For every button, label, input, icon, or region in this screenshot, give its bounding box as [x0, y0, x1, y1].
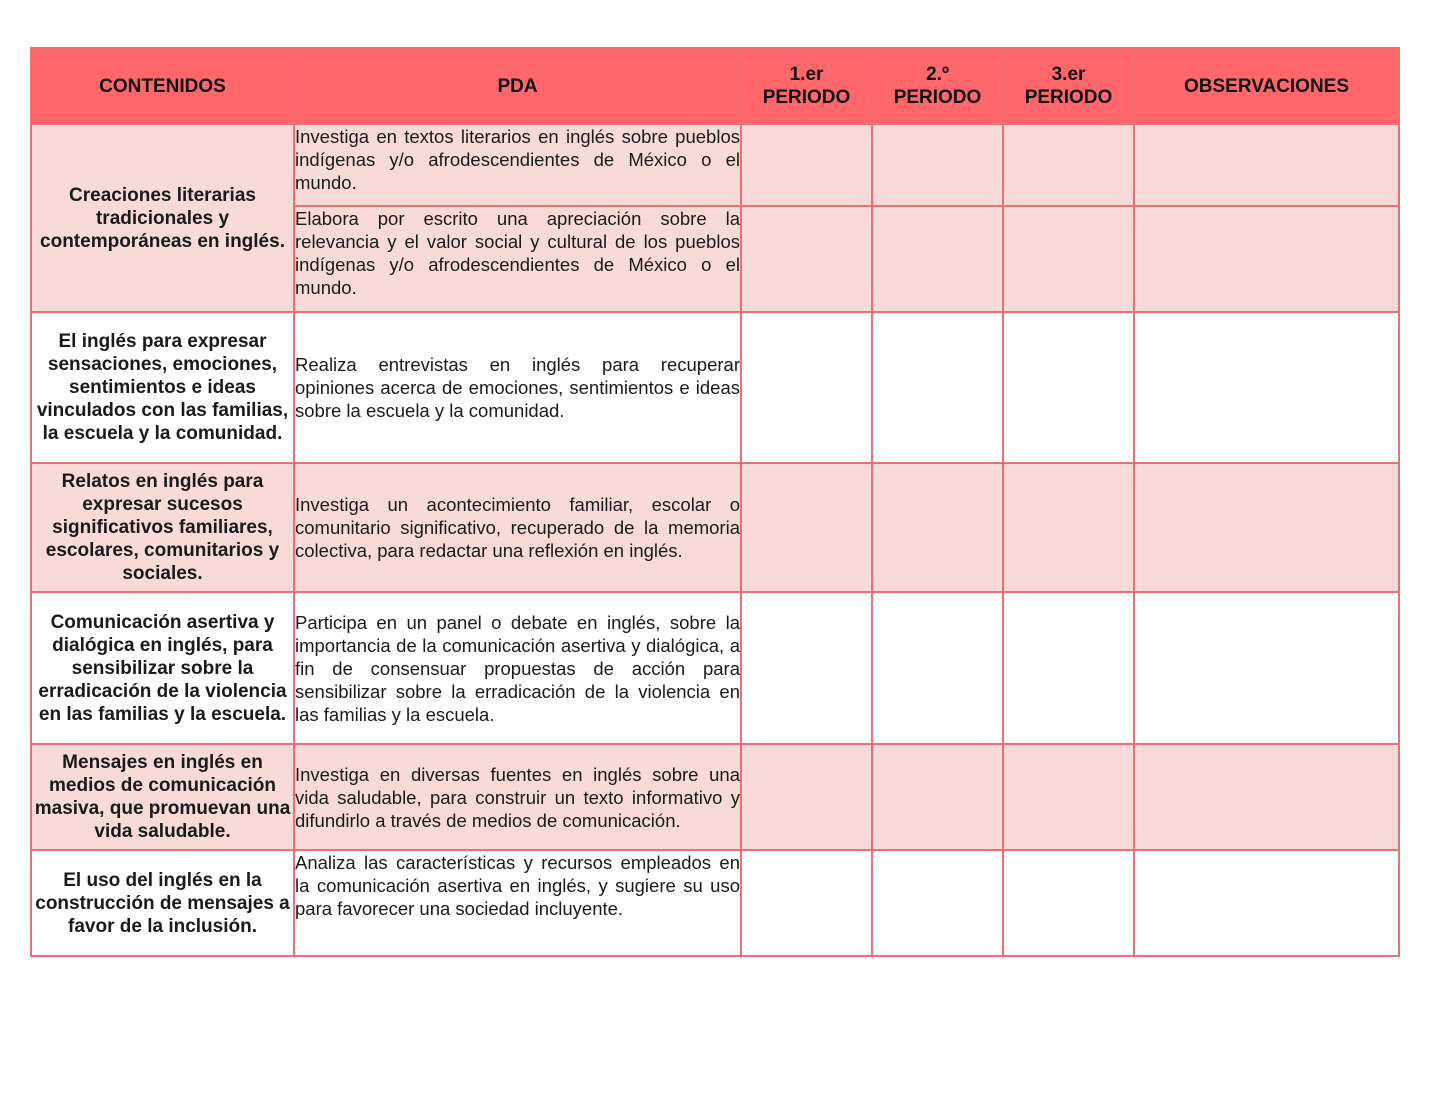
period-1-cell[interactable]: [741, 312, 872, 463]
pda-cell: Investiga en diversas fuentes en inglés sobre una vida saludable, para construir un texto informativo y difundirlo a través de medios de comunicación.: [294, 744, 741, 850]
header-period-1: [741, 48, 872, 124]
header-row: [31, 48, 1399, 124]
period-2-cell[interactable]: [872, 592, 1003, 744]
header-contenidos: CONTENIDOS: [31, 48, 294, 124]
pda-cell: Participa en un panel o debate en inglés, sobre la importancia de la comunicación asertiva y dialógica, a fin de consensuar propuestas de acción para sensibilizar sobre la erradicación de la violencia en las familias y la escuela.: [294, 592, 741, 744]
header-period-1-number: 1.er: [789, 64, 824, 85]
period-2-cell[interactable]: [872, 124, 1003, 206]
table-row: [31, 312, 1399, 463]
observaciones-cell[interactable]: [1134, 206, 1399, 312]
header-period-3: [1003, 48, 1134, 124]
observaciones-cell[interactable]: [1134, 592, 1399, 744]
content-cell: Creaciones literarias tradicionales y contemporáneas en inglés.: [31, 124, 294, 312]
pda-cell: Investiga un acontecimiento familiar, escolar o comunitario significativo, recuperado de la memoria colectiva, para redactar una reflexión en inglés.: [294, 463, 741, 592]
period-1-cell[interactable]: [741, 463, 872, 592]
content-cell: Mensajes en inglés en medios de comunicación masiva, que promuevan una vida saludable.: [31, 744, 294, 850]
period-1-cell[interactable]: [741, 850, 872, 956]
header-period-1-label: PERIODO: [762, 87, 851, 108]
observaciones-cell[interactable]: [1134, 744, 1399, 850]
period-3-cell[interactable]: [1003, 850, 1134, 956]
period-3-cell[interactable]: [1003, 312, 1134, 463]
header-observaciones: OBSERVACIONES: [1134, 48, 1399, 124]
period-1-cell[interactable]: [741, 744, 872, 850]
period-2-cell[interactable]: [872, 312, 1003, 463]
evaluation-table: [30, 47, 1400, 957]
pda-cell: Realiza entrevistas en inglés para recuperar opiniones acerca de emociones, sentimientos e ideas sobre la escuela y la comunidad.: [294, 312, 741, 463]
table-row: [31, 850, 1399, 956]
content-cell: Comunicación asertiva y dialógica en inglés, para sensibilizar sobre la erradicación de la violencia en las familias y la escuela.: [31, 592, 294, 744]
period-1-cell[interactable]: [741, 592, 872, 744]
header-pda: PDA: [294, 48, 741, 124]
pda-cell: Elabora por escrito una apreciación sobre la relevancia y el valor social y cultural de los pueblos indígenas y/o afrodescendientes de México o el mundo.: [294, 206, 741, 312]
header-period-2-label: PERIODO: [893, 87, 982, 108]
header-period-3-label: PERIODO: [1024, 87, 1113, 108]
content-cell: Relatos en inglés para expresar sucesos significativos familiares, escolares, comunitarios y sociales.: [31, 463, 294, 592]
pda-cell: Analiza las características y recursos empleados en la comunicación asertiva en inglés, y sugiere su uso para favorecer una sociedad incluyente.: [294, 850, 741, 956]
period-3-cell[interactable]: [1003, 206, 1134, 312]
period-3-cell[interactable]: [1003, 124, 1134, 206]
observaciones-cell[interactable]: [1134, 124, 1399, 206]
period-2-cell[interactable]: [872, 206, 1003, 312]
period-1-cell[interactable]: [741, 124, 872, 206]
content-cell: El uso del inglés en la construcción de mensajes a favor de la inclusión.: [31, 850, 294, 956]
observaciones-cell[interactable]: [1134, 850, 1399, 956]
observaciones-cell[interactable]: [1134, 463, 1399, 592]
period-2-cell[interactable]: [872, 744, 1003, 850]
header-period-2: [872, 48, 1003, 124]
period-3-cell[interactable]: [1003, 744, 1134, 850]
observaciones-cell[interactable]: [1134, 312, 1399, 463]
period-3-cell[interactable]: [1003, 463, 1134, 592]
content-cell: El inglés para expresar sensaciones, emociones, sentimientos e ideas vinculados con las familias, la escuela y la comunidad.: [31, 312, 294, 463]
period-1-cell[interactable]: [741, 206, 872, 312]
table-row: [31, 592, 1399, 744]
header-period-3-number: 3.er: [1051, 64, 1086, 85]
pda-cell: Investiga en textos literarios en inglés sobre pueblos indígenas y/o afrodescendientes de México o el mundo.: [294, 124, 741, 206]
period-2-cell[interactable]: [872, 463, 1003, 592]
table-row: [31, 463, 1399, 592]
table-row: [31, 124, 1399, 206]
table-row: [31, 744, 1399, 850]
header-period-2-number: 2.º: [926, 64, 949, 85]
period-3-cell[interactable]: [1003, 592, 1134, 744]
period-2-cell[interactable]: [872, 850, 1003, 956]
